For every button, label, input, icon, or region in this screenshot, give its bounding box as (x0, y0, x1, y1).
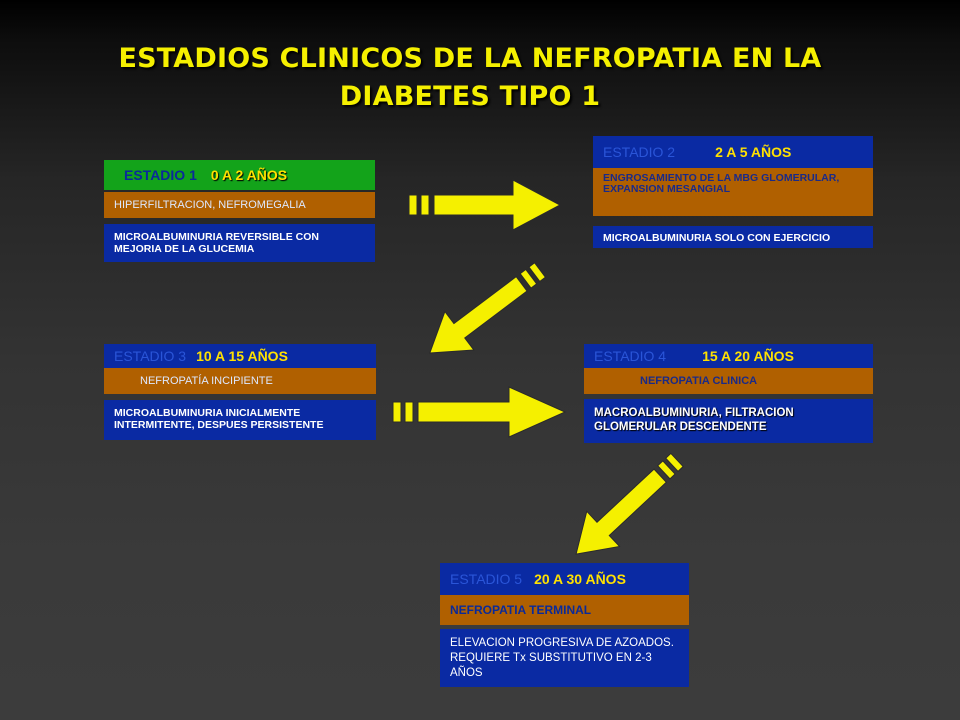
stage-4-years: 15 A 20 AÑOS (702, 348, 794, 364)
arrow-1-to-2 (409, 180, 560, 230)
stage-1-body: MICROALBUMINURIA REVERSIBLE CON MEJORIA DE LA GLUCEMIA (104, 224, 375, 262)
stage-3-body: MICROALBUMINURIA INICIALMENTE INTERMITENTE, DESPUES PERSISTENTE (104, 400, 376, 440)
stage-5-description: NEFROPATIA TERMINAL (440, 595, 689, 625)
stage-5-years: 20 A 30 AÑOS (534, 571, 626, 587)
arrow-3-to-4 (393, 387, 565, 437)
stage-4-body: MACROALBUMINURIA, FILTRACION GLOMERULAR DESCENDENTE (584, 399, 873, 443)
stage-1-label: ESTADIO 1 (124, 167, 197, 183)
stage-4-label: ESTADIO 4 (594, 348, 667, 364)
stage-2-body: MICROALBUMINURIA SOLO CON EJERCICIO (593, 226, 873, 248)
stage-5-body: ELEVACION PROGRESIVA DE AZOADOS. REQUIERE Tx SUBSTITUTIVO EN 2-3 AÑOS (440, 629, 689, 687)
arrow-4-to-5 (560, 442, 694, 571)
stage-1-description: HIPERFILTRACION, NEFROMEGALIA (104, 192, 375, 218)
stage-4-description: NEFROPATIA CLINICA (584, 368, 873, 394)
stage-2-description: ENGROSAMIENTO DE LA MBG GLOMERULAR, EXPANSION MESANGIAL (593, 168, 873, 216)
stage-3-years: 10 A 15 AÑOS (196, 348, 288, 364)
stage-2-label: ESTADIO 2 (603, 144, 676, 160)
stage-1-years: 0 A 2 AÑOS (210, 167, 288, 183)
title-line-2: DIABETES TIPO 1 (339, 81, 601, 112)
stage-2-years: 2 A 5 AÑOS (715, 144, 792, 160)
stage-5-label: ESTADIO 5 (450, 571, 523, 587)
stage-3-description: NEFROPATÍA INCIPIENTE (104, 368, 376, 394)
title-line-1: ESTADIOS CLINICOS DE LA NEFROPATIA EN LA (118, 43, 822, 74)
stage-3-label: ESTADIO 3 (114, 348, 187, 364)
arrow-2-to-3 (415, 251, 554, 372)
